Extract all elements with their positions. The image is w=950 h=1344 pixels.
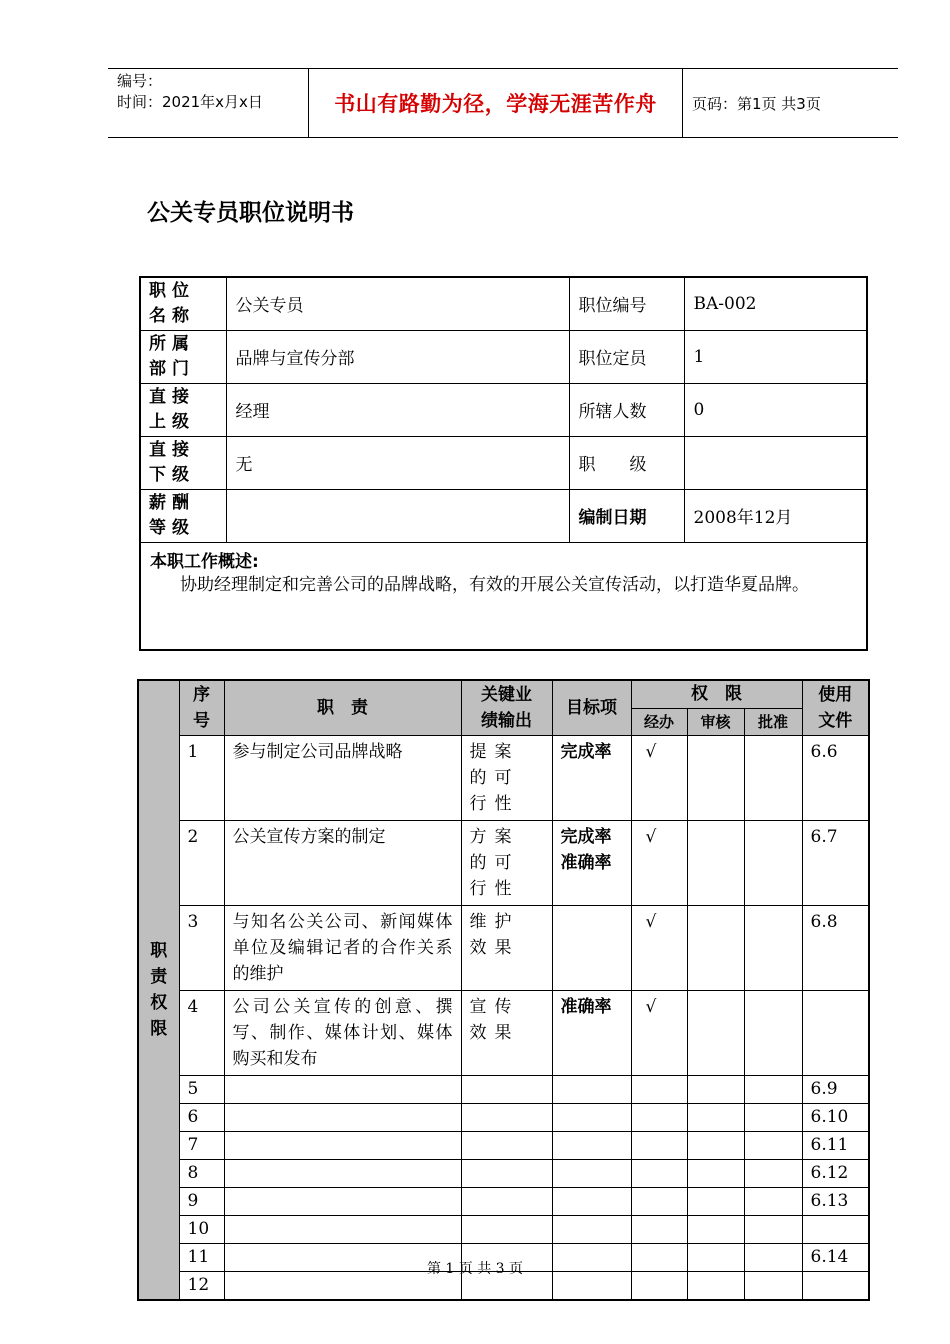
duty-target: 完成率 — [552, 735, 631, 820]
duty-text: 公司公关宣传的创意、撰写、制作、媒体计划、媒体购买和发布 — [224, 990, 461, 1075]
duty-auth-review — [687, 1075, 744, 1103]
duty-auth-approve — [744, 905, 802, 990]
document-title: 公关专员职位说明书 — [147, 200, 354, 226]
summary-title: 本职工作概述: — [150, 551, 259, 572]
duty-auth-handle: √ — [631, 735, 687, 820]
header-docs — [802, 680, 869, 735]
duty-target: 准确率 — [552, 990, 631, 1075]
duty-auth-review — [687, 990, 744, 1075]
duty-no: 10 — [179, 1215, 224, 1243]
info-label: 薪酬等级 — [140, 489, 226, 542]
header-docs-text: 使用文件 — [818, 684, 853, 731]
info-value: 经理 — [226, 383, 569, 436]
duty-output: 方案的可行性 — [461, 820, 552, 905]
info-label: 所属部门 — [140, 330, 226, 383]
header-motto-cell — [309, 69, 683, 137]
duty-target: 完成率准确率 — [552, 820, 631, 905]
info-row — [140, 330, 867, 383]
duty-row — [138, 1131, 869, 1159]
header-output — [461, 680, 552, 735]
duty-no: 11 — [179, 1243, 224, 1271]
duty-auth-review — [687, 820, 744, 905]
duty-row — [138, 1187, 869, 1215]
duty-row — [138, 1103, 869, 1131]
duty-text — [224, 1187, 461, 1215]
duty-no: 7 — [179, 1131, 224, 1159]
duty-target — [552, 1187, 631, 1215]
job-summary — [140, 542, 867, 650]
duty-output — [461, 1103, 552, 1131]
position-info-table — [139, 276, 868, 651]
header-page-info: 页码：第1页 共3页 — [692, 94, 821, 113]
info-label-2: 职 级 — [569, 436, 684, 489]
duty-target — [552, 1215, 631, 1243]
info-value-2: 2008年12月 — [684, 489, 867, 542]
duties-side-label — [138, 680, 179, 1300]
info-label: 职位名称 — [140, 277, 226, 330]
duty-doc: 6.8 — [802, 905, 869, 990]
duty-output: 提案的可行性 — [461, 735, 552, 820]
duty-doc: 6.10 — [802, 1103, 869, 1131]
info-label: 直接上级 — [140, 383, 226, 436]
duty-auth-approve — [744, 1103, 802, 1131]
duty-target — [552, 905, 631, 990]
duty-auth-approve — [744, 1187, 802, 1215]
duty-output — [461, 1187, 552, 1215]
info-value — [226, 489, 569, 542]
duty-auth-handle — [631, 1187, 687, 1215]
info-row — [140, 383, 867, 436]
duty-auth-handle — [631, 1159, 687, 1187]
duty-auth-handle — [631, 1075, 687, 1103]
duty-auth-review — [687, 1215, 744, 1243]
duty-doc: 6.7 — [802, 820, 869, 905]
duty-text: 公关宣传方案的制定 — [224, 820, 461, 905]
duty-auth-approve — [744, 1075, 802, 1103]
info-value: 无 — [226, 436, 569, 489]
duty-doc: 6.6 — [802, 735, 869, 820]
duty-no: 4 — [179, 990, 224, 1075]
header-meta — [108, 69, 309, 137]
duty-auth-review — [687, 905, 744, 990]
header-no-text: 序号 — [193, 684, 210, 731]
info-value-2: BA-002 — [684, 277, 867, 330]
duty-text — [224, 1131, 461, 1159]
info-value: 公关专员 — [226, 277, 569, 330]
duty-no: 9 — [179, 1187, 224, 1215]
duty-target — [552, 1159, 631, 1187]
header-auth-review: 审核 — [687, 708, 744, 735]
info-value-2: 1 — [684, 330, 867, 383]
duty-auth-handle — [631, 1103, 687, 1131]
header-authority: 权 限 — [631, 680, 802, 708]
page-header — [108, 68, 898, 138]
duty-output: 维护效果 — [461, 905, 552, 990]
duty-text — [224, 1103, 461, 1131]
duty-auth-handle — [631, 1131, 687, 1159]
duty-text: 参与制定公司品牌战略 — [224, 735, 461, 820]
duty-no: 8 — [179, 1159, 224, 1187]
duty-doc — [802, 990, 869, 1075]
duty-text: 与知名公关公司、新闻媒体单位及编辑记者的合作关系的维护 — [224, 905, 461, 990]
info-label-2: 职位定员 — [569, 330, 684, 383]
summary-text: 协助经理制定和完善公司的品牌战略，有效的开展公关宣传活动，以打造华夏品牌。 — [180, 574, 809, 595]
duty-row — [138, 820, 869, 905]
info-label-2: 职位编号 — [569, 277, 684, 330]
duty-text — [224, 1159, 461, 1187]
duty-output — [461, 1215, 552, 1243]
header-target: 目标项 — [552, 680, 631, 735]
duty-auth-review — [687, 1103, 744, 1131]
duty-auth-handle: √ — [631, 820, 687, 905]
duty-no: 2 — [179, 820, 224, 905]
duty-text — [224, 1215, 461, 1243]
duty-doc: 6.12 — [802, 1159, 869, 1187]
duty-doc: 6.14 — [802, 1243, 869, 1271]
duty-output — [461, 1159, 552, 1187]
header-auth-handle: 经办 — [631, 708, 687, 735]
duty-text — [224, 1075, 461, 1103]
duty-row — [138, 1215, 869, 1243]
duty-auth-handle: √ — [631, 905, 687, 990]
duty-auth-approve — [744, 1215, 802, 1243]
info-label-2: 编制日期 — [569, 489, 684, 542]
duty-no: 1 — [179, 735, 224, 820]
duty-output — [461, 1131, 552, 1159]
duty-no: 5 — [179, 1075, 224, 1103]
duty-auth-handle — [631, 1215, 687, 1243]
duty-doc: 6.11 — [802, 1131, 869, 1159]
duty-auth-approve — [744, 990, 802, 1075]
duty-auth-review — [687, 1131, 744, 1159]
duty-target — [552, 1103, 631, 1131]
duty-auth-approve — [744, 1159, 802, 1187]
duty-doc — [802, 1215, 869, 1243]
header-no — [179, 680, 224, 735]
info-value-2: 0 — [684, 383, 867, 436]
duty-target — [552, 1075, 631, 1103]
duty-auth-handle: √ — [631, 990, 687, 1075]
duty-row — [138, 990, 869, 1075]
info-label: 直接下级 — [140, 436, 226, 489]
info-value: 品牌与宣传分部 — [226, 330, 569, 383]
duty-row — [138, 1159, 869, 1187]
duty-auth-review — [687, 1159, 744, 1187]
info-value-2 — [684, 436, 867, 489]
duty-row — [138, 735, 869, 820]
code-label: 编号： — [117, 72, 163, 90]
time-label: 时间：2021年x月x日 — [117, 93, 263, 111]
duty-doc: 6.13 — [802, 1187, 869, 1215]
header-auth-approve: 批准 — [744, 708, 802, 735]
duty-auth-approve — [744, 735, 802, 820]
duty-row — [138, 905, 869, 990]
page-footer: 第 1 页 共 3 页 — [426, 1261, 524, 1277]
info-row — [140, 277, 867, 330]
info-row — [140, 489, 867, 542]
header-motto: 书山有路勤为径，学海无涯苦作舟 — [334, 92, 657, 116]
duty-output: 宣传效果 — [461, 990, 552, 1075]
duty-no: 6 — [179, 1103, 224, 1131]
duties-table — [137, 679, 870, 1301]
duty-doc: 6.9 — [802, 1075, 869, 1103]
duty-auth-review — [687, 735, 744, 820]
duty-output — [461, 1075, 552, 1103]
duty-target — [552, 1131, 631, 1159]
header-duty: 职 责 — [224, 680, 461, 735]
duty-auth-review — [687, 1187, 744, 1215]
side-label-text: 职责权限 — [150, 940, 168, 1039]
info-row — [140, 436, 867, 489]
info-label-2: 所辖人数 — [569, 383, 684, 436]
header-output-text: 关键业绩输出 — [481, 684, 532, 731]
duty-no: 12 — [179, 1271, 224, 1300]
duty-no: 3 — [179, 905, 224, 990]
duty-auth-approve — [744, 820, 802, 905]
duty-auth-approve — [744, 1131, 802, 1159]
duty-row — [138, 1075, 869, 1103]
